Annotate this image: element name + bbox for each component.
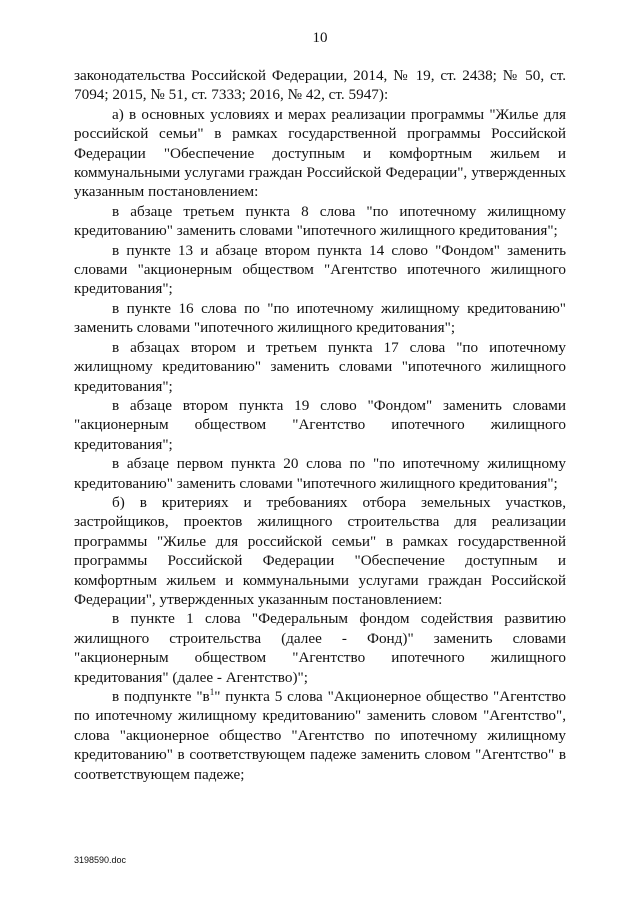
page-number: 10 — [312, 30, 328, 46]
paragraph-last-rest: " пункта 5 слова "Акционерное общество "Агентство по ипотечному жилищному кредитованию" заменить словом "Агентство", слова "акционерное общество "Агентство по ипотечному жилищному кредитованию" в соответствующем падеже заменить словом "Агентство" в соответствующем падеже; — [74, 688, 566, 783]
paragraph-last-start: в подпункте "в — [112, 688, 210, 705]
paragraph: в пункте 1 слова "Федеральным фондом содействия развитию жилищного строительства (далее - Фонд)" заменить словами "акционерным обществом "Агентство ипотечного жилищного кредитования" (далее - Агентство)"; — [74, 610, 566, 686]
document-body — [74, 66, 566, 784]
paragraph-last — [74, 687, 566, 784]
paragraph-continuation: законодательства Российской Федерации, 2014, № 19, ст. 2438; № 50, ст. 7094; 2015, № 51, ст. 7333; 2016, № 42, ст. 5947): — [74, 67, 566, 104]
footer-filename: 3198590.doc — [74, 855, 127, 865]
paragraph: в пункте 16 слова по "по ипотечному жилищному кредитованию" заменить словами "ипотечного жилищного кредитования"; — [74, 299, 566, 337]
paragraph: в абзацах втором и третьем пункта 17 слова "по ипотечному жилищному кредитованию" заменить словами "ипотечного жилищного кредитования"; — [74, 338, 566, 395]
superscript-index: 1 — [209, 686, 215, 697]
paragraph: в абзаце втором пункта 19 слово "Фондом" заменить словами "акционерным обществом "Агентство ипотечного жилищного кредитования"; — [74, 396, 566, 453]
paragraph-item-b: б) в критериях и требованиях отбора земельных участков, застройщиков, проектов жилищного строительства для реализации программы "Жилье для российской семьи" в рамках государственной программы Российской Федерации "Обеспечение доступным и комфортным жильем и коммунальными услугами граждан Российской Федерации", утвержденных указанным постановлением: — [74, 493, 566, 608]
paragraph: в абзаце первом пункта 20 слова по "по ипотечному жилищному кредитованию" заменить словами "ипотечного жилищного кредитования"; — [74, 455, 566, 492]
paragraph-item-a: а) в основных условиях и мерах реализации программы "Жилье для российской семьи" в рамках государственной программы Российской Федерации "Обеспечение доступным и комфортным жильем и коммунальными услугами граждан Российской Федерации", утвержденных указанным постановлением: — [74, 105, 566, 201]
paragraph: в пункте 13 и абзаце втором пункта 14 слово "Фондом" заменить словами "акционерным обществом "Агентство ипотечного жилищного кредитования"; — [74, 241, 566, 298]
paragraph: в абзаце третьем пункта 8 слова "по ипотечному жилищному кредитованию" заменить словами "ипотечного жилищного кредитования"; — [74, 202, 566, 240]
